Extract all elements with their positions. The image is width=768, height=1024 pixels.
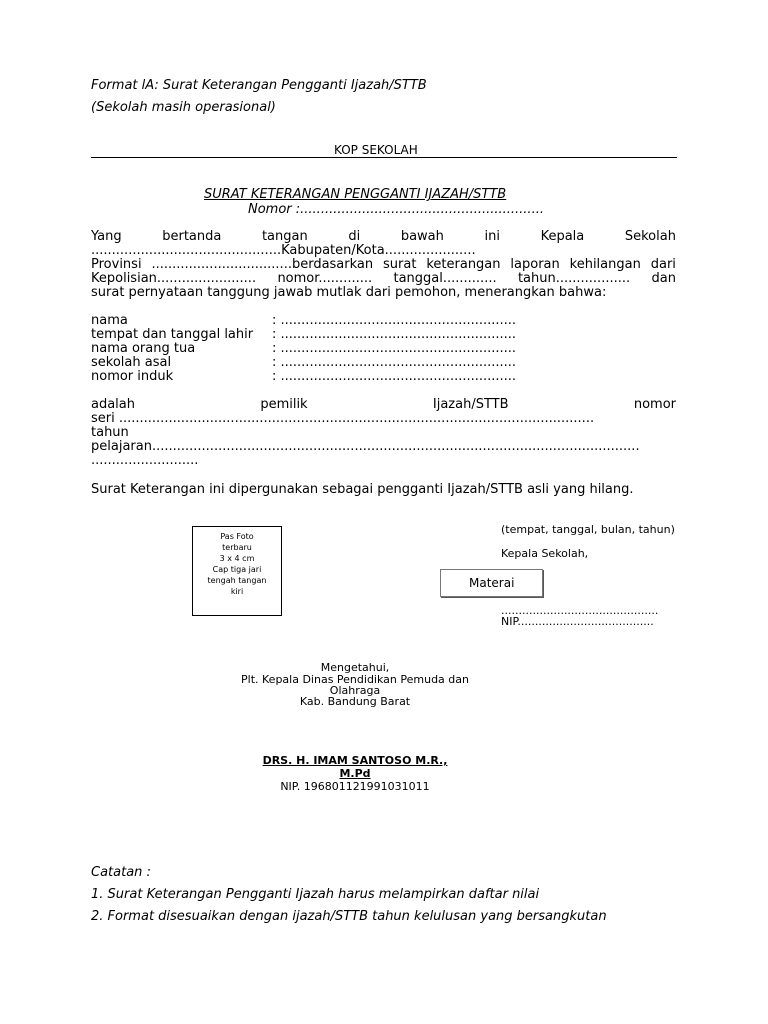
materai-stamp-box: Materai xyxy=(440,569,543,597)
document-title: SURAT KETERANGAN PENGGANTI IJAZAH/STTB xyxy=(204,187,507,202)
photo-placeholder-box xyxy=(192,526,282,616)
kop-sekolah: KOP SEKOLAH xyxy=(334,143,418,157)
approval-office-1: Plt. Kepala Dinas Pendidikan Pemuda dan xyxy=(241,673,469,686)
photo-line-2: terbaru xyxy=(222,543,252,552)
note-item-1: 1. Surat Keterangan Pengganti Ijazah harus melampirkan daftar nilai xyxy=(91,887,540,902)
owner-line-4: pelajaran...................................................................................................................... xyxy=(91,439,640,454)
field-label-nama: nama xyxy=(91,313,128,328)
owner-line-1: adalah pemilik Ijazah/STTB nomor xyxy=(91,397,676,412)
approval-office-3: Kab. Bandung Barat xyxy=(299,695,411,708)
approval-office-2: Olahraga xyxy=(329,684,381,697)
format-subtitle: (Sekolah masih operasional) xyxy=(91,100,276,115)
intro-line-1: Yang bertanda tangan di bawah ini Kepala Sekolah xyxy=(91,229,676,244)
signer-name-line: ............................................. xyxy=(501,604,659,617)
intro-line-4: Kepolisian........................ nomor............. tanggal............. tahun.................. dan xyxy=(91,271,676,286)
official-nip: NIP. 196801121991031011 xyxy=(280,780,430,793)
field-value-ttl: : ......................................................... xyxy=(272,327,517,342)
photo-line-3: 3 x 4 cm xyxy=(219,554,255,563)
photo-line-5: tengah tangan xyxy=(207,576,267,585)
field-value-nama: : ......................................................... xyxy=(272,313,517,328)
photo-line-1: Pas Foto xyxy=(220,532,254,541)
field-value-parent: : ......................................................... xyxy=(272,341,517,356)
field-value-nis: : ......................................................... xyxy=(272,369,517,384)
field-label-school: sekolah asal xyxy=(91,355,172,370)
purpose-statement: Surat Keterangan ini dipergunakan sebagai pengganti Ijazah/STTB asli yang hilang. xyxy=(91,482,634,497)
header-divider xyxy=(91,157,677,158)
intro-line-2: ..............................................Kabupaten/Kota...................... xyxy=(91,243,476,258)
photo-line-6: kiri xyxy=(230,587,244,596)
owner-line-5: .......................... xyxy=(91,453,199,468)
place-date: (tempat, tanggal, bulan, tahun) xyxy=(501,523,675,536)
field-label-parent: nama orang tua xyxy=(91,341,196,356)
official-name-2: M.Pd xyxy=(339,767,371,780)
field-value-school: : ......................................................... xyxy=(272,355,517,370)
signer-nip-line: NIP....................................... xyxy=(501,615,654,628)
field-label-ttl: tempat dan tanggal lahir xyxy=(91,327,254,342)
owner-line-2: seri ................................................................................................................... xyxy=(91,411,595,426)
approval-mengetahui: Mengetahui, xyxy=(320,661,390,674)
format-title: Format lA: Surat Keterangan Pengganti Ijazah/STTB xyxy=(91,78,427,93)
signer-role: Kepala Sekolah, xyxy=(501,547,589,560)
field-label-nis: nomor induk xyxy=(91,369,174,384)
official-name-1: DRS. H. IMAM SANTOSO M.R., xyxy=(262,754,448,767)
document-number: Nomor :........................................................... xyxy=(248,202,544,217)
intro-line-3: Provinsi ..................................berdasarkan surat keterangan laporan kehilangan dari xyxy=(91,257,676,272)
intro-line-5: surat pernyataan tanggung jawab mutlak dari pemohon, menerangkan bahwa: xyxy=(91,285,607,300)
owner-line-3: tahun xyxy=(91,425,129,440)
note-item-2: 2. Format disesuaikan dengan ijazah/STTB tahun kelulusan yang bersangkutan xyxy=(91,909,607,924)
photo-line-4: Cap tiga jari xyxy=(212,565,262,574)
notes-heading: Catatan : xyxy=(91,865,151,880)
